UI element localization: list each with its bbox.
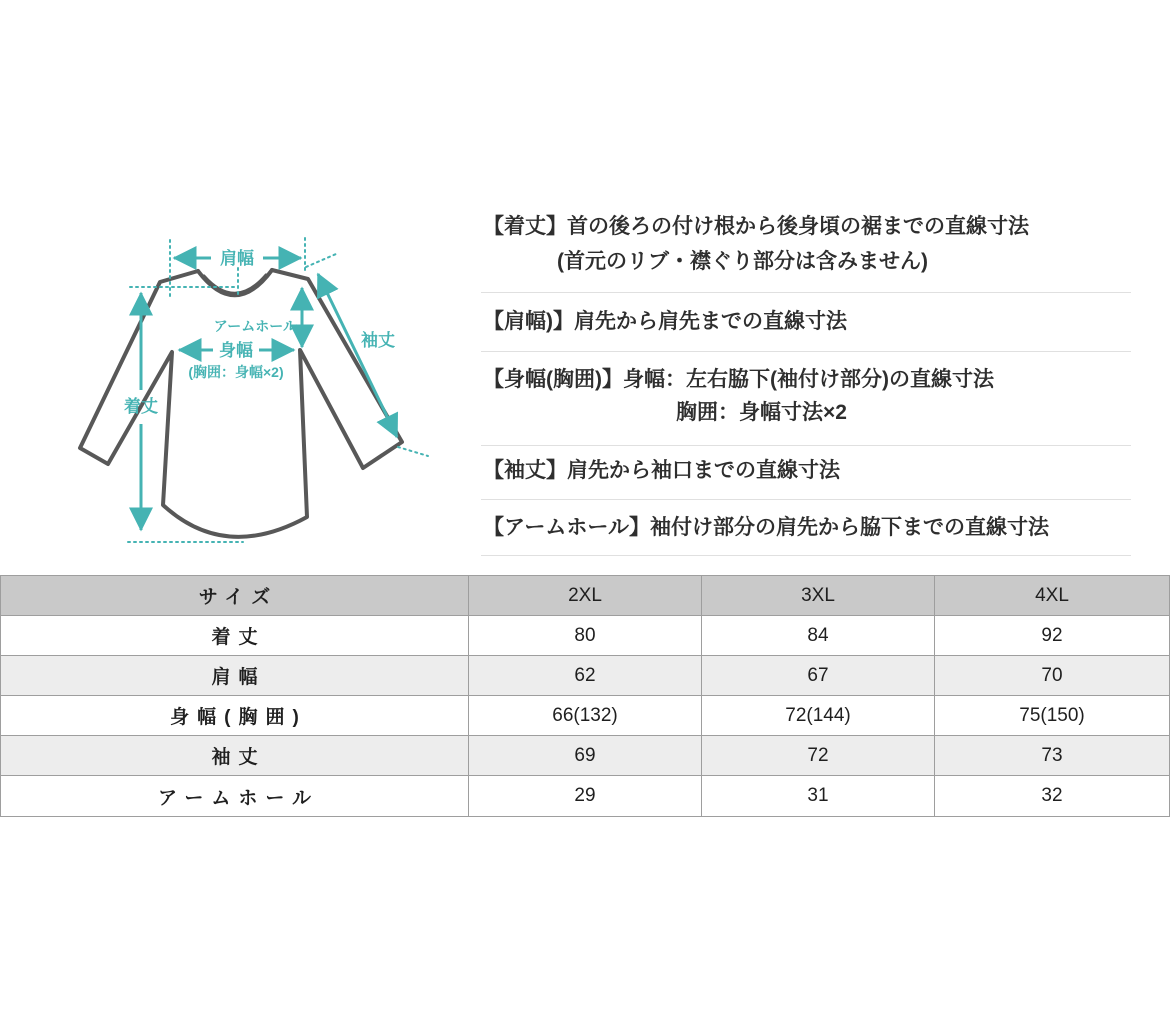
body-width-note: (胸囲：身幅×2) <box>188 364 284 380</box>
row-body-width-2xl: 66(132) <box>469 696 702 736</box>
body-length-label: 着丈 <box>124 397 158 416</box>
size-table <box>0 575 1170 817</box>
definition-shoulder-width: 【肩幅)】肩先から肩先までの直線寸法 <box>483 310 847 333</box>
divider <box>481 445 1131 446</box>
size-table-header-2xl: 2XL <box>469 576 702 616</box>
body-width-label: 身幅 <box>219 341 253 360</box>
definition-sleeve-length: 【袖丈】肩先から袖口までの直線寸法 <box>483 459 840 482</box>
row-shoulder-width-label: 肩幅 <box>1 656 469 696</box>
row-body-width-4xl: 75(150) <box>935 696 1169 736</box>
row-shoulder-width-4xl: 70 <box>935 656 1169 696</box>
row-sleeve-length-4xl: 73 <box>935 736 1169 776</box>
row-shoulder-width-3xl: 67 <box>702 656 935 696</box>
definition-body-width: 【身幅(胸囲)】身幅：左右脇下(袖付け部分)の直線寸法 <box>483 368 994 391</box>
size-table-header-size: サイズ <box>1 576 469 616</box>
row-armhole-4xl: 32 <box>935 776 1169 816</box>
row-body-length-label: 着丈 <box>1 616 469 656</box>
row-body-length-2xl: 80 <box>469 616 702 656</box>
collar-inner <box>204 275 266 293</box>
shirt-measurement-diagram <box>60 210 480 560</box>
definition-body-length-note: (首元のリブ・襟ぐり部分は含みません) <box>557 250 928 273</box>
definition-body-length: 【着丈】首の後ろの付け根から後身頃の裾までの直線寸法 <box>483 215 1029 238</box>
row-armhole-2xl: 29 <box>469 776 702 816</box>
measurement-guides <box>128 238 428 542</box>
row-sleeve-length-2xl: 69 <box>469 736 702 776</box>
sleeve-length-label: 袖丈 <box>361 331 395 350</box>
definition-armhole: 【アームホール】袖付け部分の肩先から脇下までの直線寸法 <box>483 516 1049 539</box>
sleeve-length-arrow <box>318 274 397 437</box>
row-armhole-3xl: 31 <box>702 776 935 816</box>
divider <box>481 292 1131 293</box>
row-armhole-label: アームホール <box>1 776 469 816</box>
armhole-label: アームホール <box>213 318 297 334</box>
definition-body-width-note: 胸囲：身幅寸法×2 <box>676 401 847 424</box>
row-body-width-3xl: 72(144) <box>702 696 935 736</box>
row-sleeve-length-3xl: 72 <box>702 736 935 776</box>
row-sleeve-length-label: 袖丈 <box>1 736 469 776</box>
size-table-header-4xl: 4XL <box>935 576 1169 616</box>
row-body-length-3xl: 84 <box>702 616 935 656</box>
divider <box>481 351 1131 352</box>
divider <box>481 555 1131 556</box>
divider <box>481 499 1131 500</box>
row-body-width-label: 身幅(胸囲) <box>1 696 469 736</box>
row-shoulder-width-2xl: 62 <box>469 656 702 696</box>
size-table-header-3xl: 3XL <box>702 576 935 616</box>
shoulder-width-label: 肩幅 <box>220 249 254 268</box>
row-body-length-4xl: 92 <box>935 616 1169 656</box>
